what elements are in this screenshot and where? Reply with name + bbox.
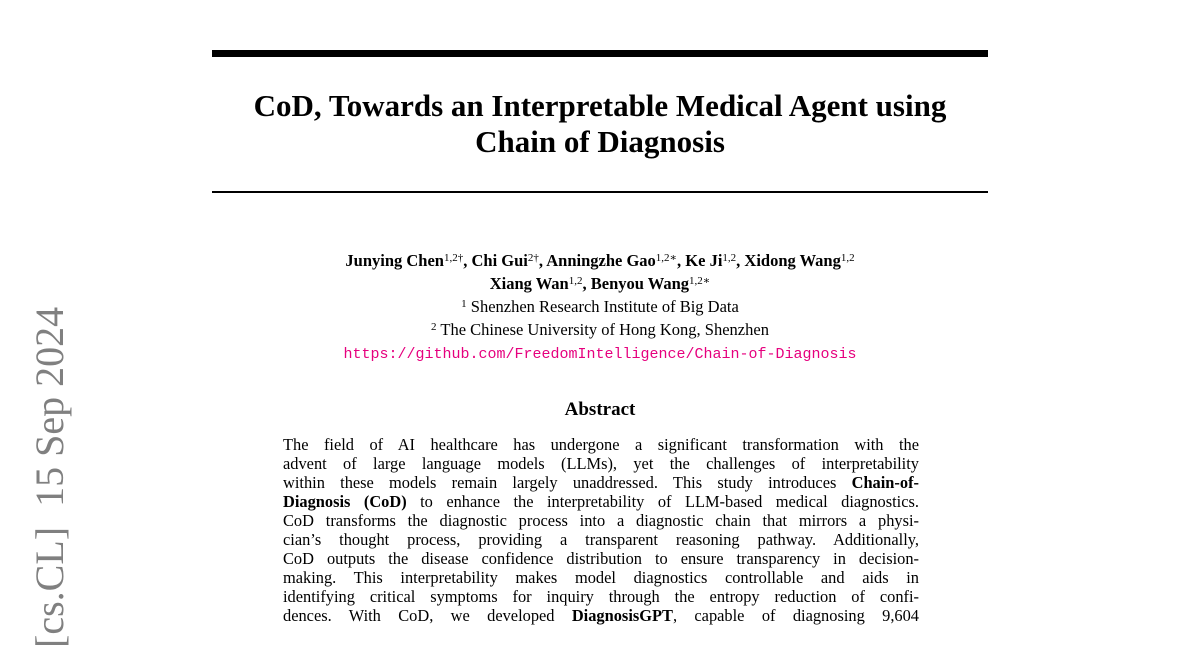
abstract-line — [283, 511, 919, 530]
author-affiliation-marker: 1,2 — [568, 275, 583, 287]
author-line-2 — [212, 272, 988, 295]
author-separator: , — [538, 251, 547, 270]
abstract-text: making. This interpretability makes model diagnostics controllable and aids in — [283, 568, 919, 587]
abstract-body — [283, 435, 919, 625]
abstract-line — [283, 568, 919, 587]
abstract-text: CoD outputs the disease confidence distribution to ensure transparency in decision- — [283, 549, 919, 568]
author-block — [212, 249, 988, 366]
affiliation-1-text: Shenzhen Research Institute of Big Data — [466, 297, 739, 316]
author-name: Anningzhe Gao — [546, 251, 656, 270]
affiliation-2 — [212, 318, 988, 341]
abstract-text: to enhance the interpretability of LLM-based medical diagnostics. — [406, 492, 919, 511]
author-separator: , — [463, 251, 472, 270]
title-line-1: CoD, Towards an Interpretable Medical Agent using — [253, 88, 947, 123]
abstract-text: The field of AI healthcare has undergone a significant transformation with the — [283, 435, 919, 454]
author-affiliation-marker: 1,2∗ — [655, 252, 678, 264]
author-name: Junying Chen — [345, 251, 444, 270]
abstract-text: within these models remain largely unaddressed. This study introduces — [283, 473, 852, 492]
url-line — [212, 341, 988, 366]
author-separator: , — [582, 274, 591, 293]
arxiv-stamp: [cs.CL] 15 Sep 2024 — [27, 306, 72, 648]
abstract-line — [283, 435, 919, 454]
author-line-1 — [212, 249, 988, 272]
abstract-text: dences. With CoD, we developed — [283, 606, 572, 625]
author-affiliation-marker: 2† — [527, 252, 539, 264]
author-name: Ke Ji — [685, 251, 723, 270]
abstract-line — [283, 454, 919, 473]
author-separator: , — [736, 251, 745, 270]
author-name: Xiang Wan — [489, 274, 569, 293]
abstract-line — [283, 473, 919, 492]
abstract-line — [283, 492, 919, 511]
author-name: Chi Gui — [471, 251, 528, 270]
abstract-text: cian’s thought process, providing a transparent reasoning pathway. Additionally, — [283, 530, 919, 549]
author-affiliation-marker: 1,2 — [722, 252, 737, 264]
title-bottom-rule — [212, 191, 988, 193]
author-affiliation-marker: 1,2† — [443, 252, 464, 264]
abstract-bold-term: DiagnosisGPT — [571, 606, 673, 625]
abstract-text: , capable of diagnosing 9,604 — [672, 606, 919, 625]
author-name: Benyou Wang — [590, 274, 690, 293]
author-name: Xidong Wang — [744, 251, 841, 270]
abstract-text: identifying critical symptoms for inquiry through the entropy reduction of confi- — [283, 587, 919, 606]
abstract-line — [283, 530, 919, 549]
affiliation-2-text: The Chinese University of Hong Kong, Shenzhen — [436, 320, 769, 339]
affiliation-1 — [212, 295, 988, 318]
title-top-rule — [212, 50, 988, 57]
abstract-heading: Abstract — [564, 399, 636, 420]
author-affiliation-marker: 1,2∗ — [689, 275, 711, 287]
author-affiliation-marker: 1,2 — [840, 252, 855, 264]
abstract-bold-term: Diagnosis (CoD) — [283, 492, 407, 511]
paper-title — [212, 88, 988, 160]
title-line-2: Chain of Diagnosis — [475, 124, 725, 159]
abstract-line — [283, 549, 919, 568]
abstract-text: CoD transforms the diagnostic process into a diagnostic chain that mirrors a physi- — [283, 511, 919, 530]
author-separator: , — [677, 251, 686, 270]
abstract-bold-term: Chain-of- — [851, 473, 919, 492]
affiliation-1-marker: 1 — [461, 298, 467, 310]
github-link[interactable]: https://github.com/FreedomIntelligence/Chain-of-Diagnosis — [343, 346, 857, 363]
abstract-text: advent of large language models (LLMs), yet the challenges of interpretability — [283, 454, 919, 473]
affiliation-2-marker: 2 — [431, 321, 437, 333]
abstract-line — [283, 606, 919, 625]
abstract-line — [283, 587, 919, 606]
